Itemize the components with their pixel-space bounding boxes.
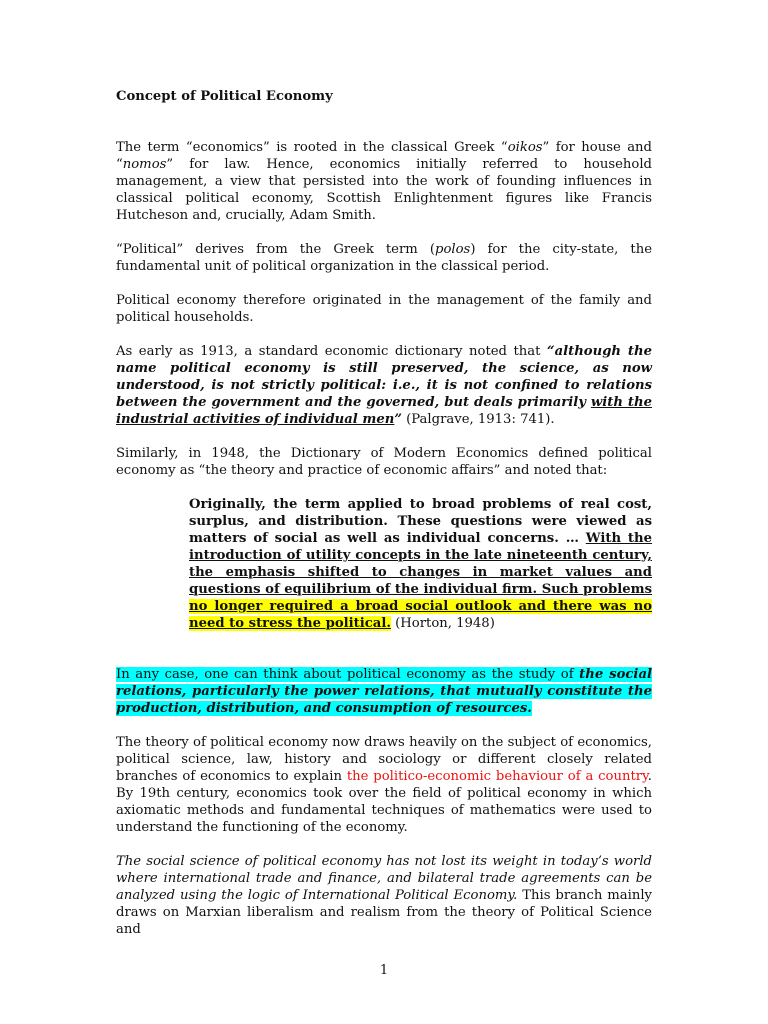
document-body [116,84,652,938]
paragraph-etymology-economics [116,139,652,224]
italic-term-polos: polos [435,242,471,257]
text-run: This branch mainly draws on Marxian liberalism and realism from the theory of Political Science and [116,888,653,937]
italic-term-oikos: oikos [507,140,543,155]
quote-text: Originally, the term applied to broad problems of real cost, surplus, and distribution. These questions were viewed as matters of social as well as individual concerns. … [189,497,652,546]
spacer [116,836,652,853]
page-title: Concept of Political Economy [116,89,333,104]
text-run: As early as 1913, a standard economic dictionary noted that [116,344,547,359]
spacer [116,717,652,734]
paragraph-definition-highlighted [116,666,652,717]
highlighted-text: In any case, one can think about political economy as the study of [116,667,580,682]
paragraph-palgrave [116,343,652,428]
highlighted-definition: the social relations, particularly the power relations, that mutually constitute the production, distribution, and consumption of resources. [116,667,653,716]
spacer [116,224,652,241]
text-run: ” for house and “ [116,140,652,172]
paragraph-origin: Political economy therefore originated in the management of the family and political households. [116,293,652,325]
paragraph-theory [116,734,652,836]
paragraph-ipe [116,853,652,938]
text-run: . By 19th century, economics took over the field of political economy in which axiomatic methods and fundamental techniques of mathematics were used to understand the functioning of the economy. [116,769,652,835]
text-run: ) for the city-state, the fundamental unit of political organization in the classical period. [116,242,653,274]
text-run: The term “economics” is rooted in the classical Greek “ [116,140,508,155]
palgrave-citation: (Palgrave, 1913: 741). [401,412,555,427]
spacer [116,632,652,666]
palgrave-quote: “although the name political economy is still preserved, the science, as now understood, is not strictly political: i.e., it is not confined to relations between the government and the governed, but deals primarily [116,344,652,410]
quote-highlighted-text: no longer required a broad social outlook and there was no need to stress the political. [189,599,652,631]
italic-text: The social science of political economy has not lost its weight in today’s world where international trade and finance, and bilateral trade agreements can be analyzed using the logic of International Political Economy. [116,854,652,903]
text-run: ” for law. Hence, economics initially referred to household management, a view that persisted into the work of founding influences in classical political economy, Scottish Enlightenment figures like Francis Hutcheson and, crucially, Adam Smith. [116,157,652,223]
text-run: “Political” derives from the Greek term ( [116,242,435,257]
palgrave-quote-close: ” [394,412,402,427]
text-run: The theory of political economy now draws heavily on the subject of economics, political science, law, history and sociology or different closely related branches of economics to explain [116,735,652,784]
spacer [116,479,652,496]
page-number: 1 [379,963,389,978]
spacer [116,428,652,445]
spacer [116,275,652,292]
red-text: the politico-economic behaviour of a country [346,769,648,784]
palgrave-quote-underlined: with the industrial activities of individual men [116,395,652,427]
block-quote-horton [189,496,652,632]
spacer [116,105,652,139]
italic-term-nomos: nomos [122,157,167,172]
paragraph-etymology-political [116,241,652,275]
paragraph-dictionary: Similarly, in 1948, the Dictionary of Modern Economics defined political economy as “the theory and practice of economic affairs” and noted that: [116,446,652,478]
quote-citation: (Horton, 1948) [390,616,495,631]
quote-underlined-text: With the introduction of utility concepts in the late nineteenth century, the emphasis shifted to changes in market values and questions of equilibrium of the individual firm. Such problems [189,531,652,597]
spacer [116,326,652,343]
